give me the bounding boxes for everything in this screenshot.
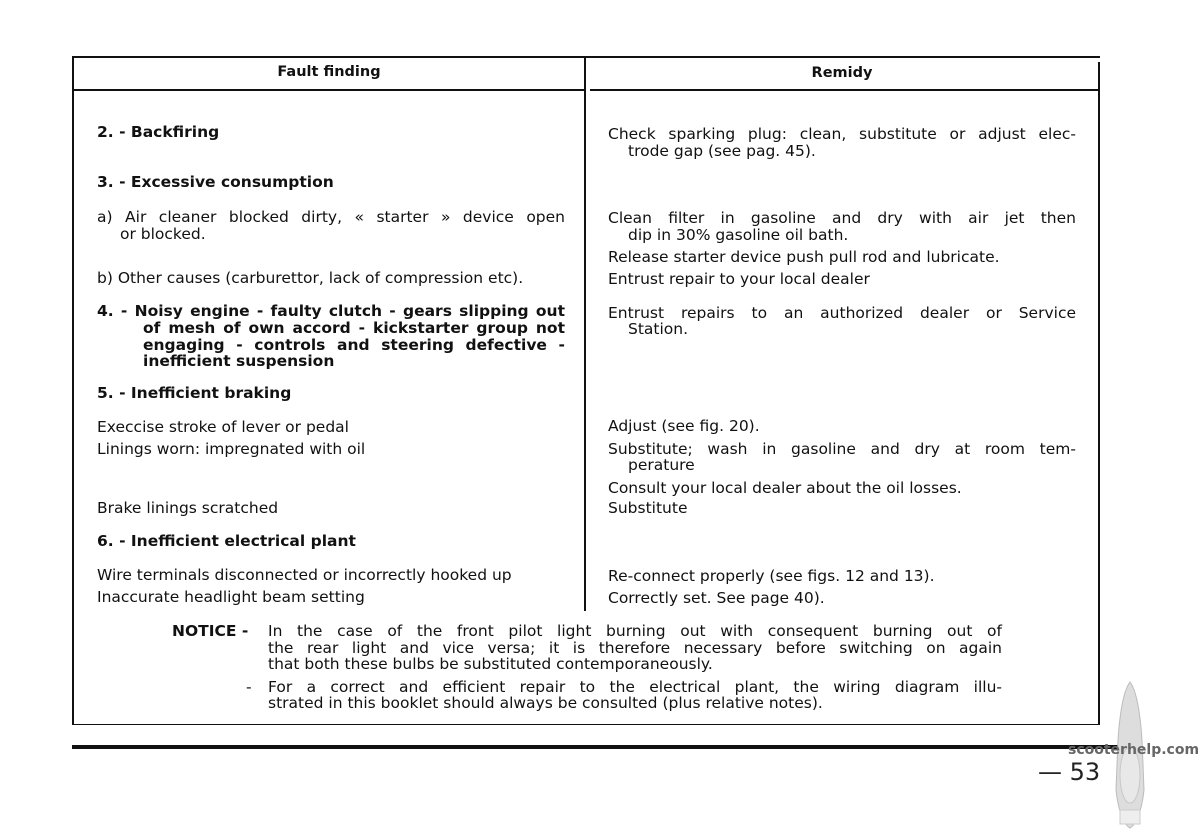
notice-label: NOTICE -: [172, 622, 249, 640]
header-remedy: Remidy: [811, 65, 873, 81]
remedy-noisy-engine-line2: Station.: [628, 320, 689, 338]
watermark-site: scooterhelp.com: [1068, 742, 1200, 758]
fault-noisy-engine-line3: engaging - controls and steering defective -: [143, 336, 565, 354]
remedy-correctly-set: Correctly set. See page 40).: [608, 589, 825, 607]
remedy-backfiring-line2: trode gap (see pag. 45).: [628, 142, 816, 160]
table-left-border: [72, 56, 74, 724]
fault-noisy-engine-line4: inefficient suspension: [143, 352, 335, 370]
fault-noisy-engine-line2: of mesh of own accord - kickstarter group not: [143, 319, 565, 337]
remedy-air-cleaner-line1: Clean filter in gasoline and dry with air jet then: [608, 209, 1076, 227]
table-bottom-border: [72, 724, 1100, 725]
column-divider: [584, 58, 586, 611]
page-bottom-rule: [72, 745, 1130, 749]
remedy-oil-losses: Consult your local dealer about the oil losses.: [608, 479, 962, 497]
fault-execcise-stroke: Execcise stroke of lever or pedal: [97, 418, 349, 436]
remedy-linings-worn-line2: perature: [628, 456, 695, 474]
notice-p2-dash: -: [246, 678, 252, 696]
fault-other-causes: b) Other causes (carburettor, lack of compression etc).: [97, 269, 524, 287]
fault-wire-terminals: Wire terminals disconnected or incorrectly hooked up: [97, 566, 512, 584]
remedy-reconnect: Re-connect properly (see figs. 12 and 13).: [608, 567, 935, 585]
remedy-air-cleaner-line2: dip in 30% gasoline oil bath.: [628, 226, 849, 244]
fault-air-cleaner-line2: or blocked.: [120, 225, 206, 243]
remedy-adjust: Adjust (see fig. 20).: [608, 417, 760, 435]
notice-p2-line1: For a correct and efficient repair to the electrical plant, the wiring diagram illu-: [268, 678, 1002, 696]
fault-linings-worn: Linings worn: impregnated with oil: [97, 440, 366, 458]
notice-p1-line1: In the case of the front pilot light burning out with consequent burning out of: [268, 622, 1002, 640]
table-top-border: [72, 56, 1100, 58]
fault-backfiring: 2. - Backfiring: [97, 123, 220, 141]
remedy-noisy-engine-line1: Entrust repairs to an authorized dealer or Service: [608, 304, 1076, 322]
page-number: — 53: [1038, 758, 1101, 786]
notice-p2-line2: strated in this booklet should always be consulted (plus relative notes).: [268, 694, 823, 712]
notice-p1-line3: that both these bulbs be substituted contemporaneously.: [268, 655, 713, 673]
notice-p1-line2: the rear light and vice versa; it is therefore necessary before switching on again: [268, 639, 1002, 657]
remedy-starter-device: Release starter device push pull rod and lubricate.: [608, 248, 1000, 266]
table-right-border: [1098, 62, 1100, 724]
fault-inefficient-electrical-plant: 6. - Inefficient electrical plant: [97, 532, 356, 550]
fault-brake-linings-scratched: Brake linings scratched: [97, 499, 279, 517]
fault-inefficient-braking: 5. - Inefficient braking: [97, 384, 292, 402]
header-fault-finding: Fault finding: [277, 64, 381, 80]
header-underline-left: [72, 89, 584, 91]
fault-noisy-engine-line1: 4. - Noisy engine - faulty clutch - gears slipping out: [97, 302, 565, 320]
header-underline-right: [590, 89, 1098, 91]
fault-excessive-consumption: 3. - Excessive consumption: [97, 173, 334, 191]
fault-air-cleaner-line1: a) Air cleaner blocked dirty, « starter » device open: [97, 208, 565, 226]
remedy-substitute: Substitute: [608, 499, 688, 517]
remedy-other-causes: Entrust repair to your local dealer: [608, 270, 870, 288]
remedy-linings-worn-line1: Substitute; wash in gasoline and dry at room tem-: [608, 440, 1076, 458]
fault-headlight-beam: Inaccurate headlight beam setting: [97, 588, 365, 606]
remedy-backfiring-line1: Check sparking plug: clean, substitute or adjust elec-: [608, 125, 1076, 143]
